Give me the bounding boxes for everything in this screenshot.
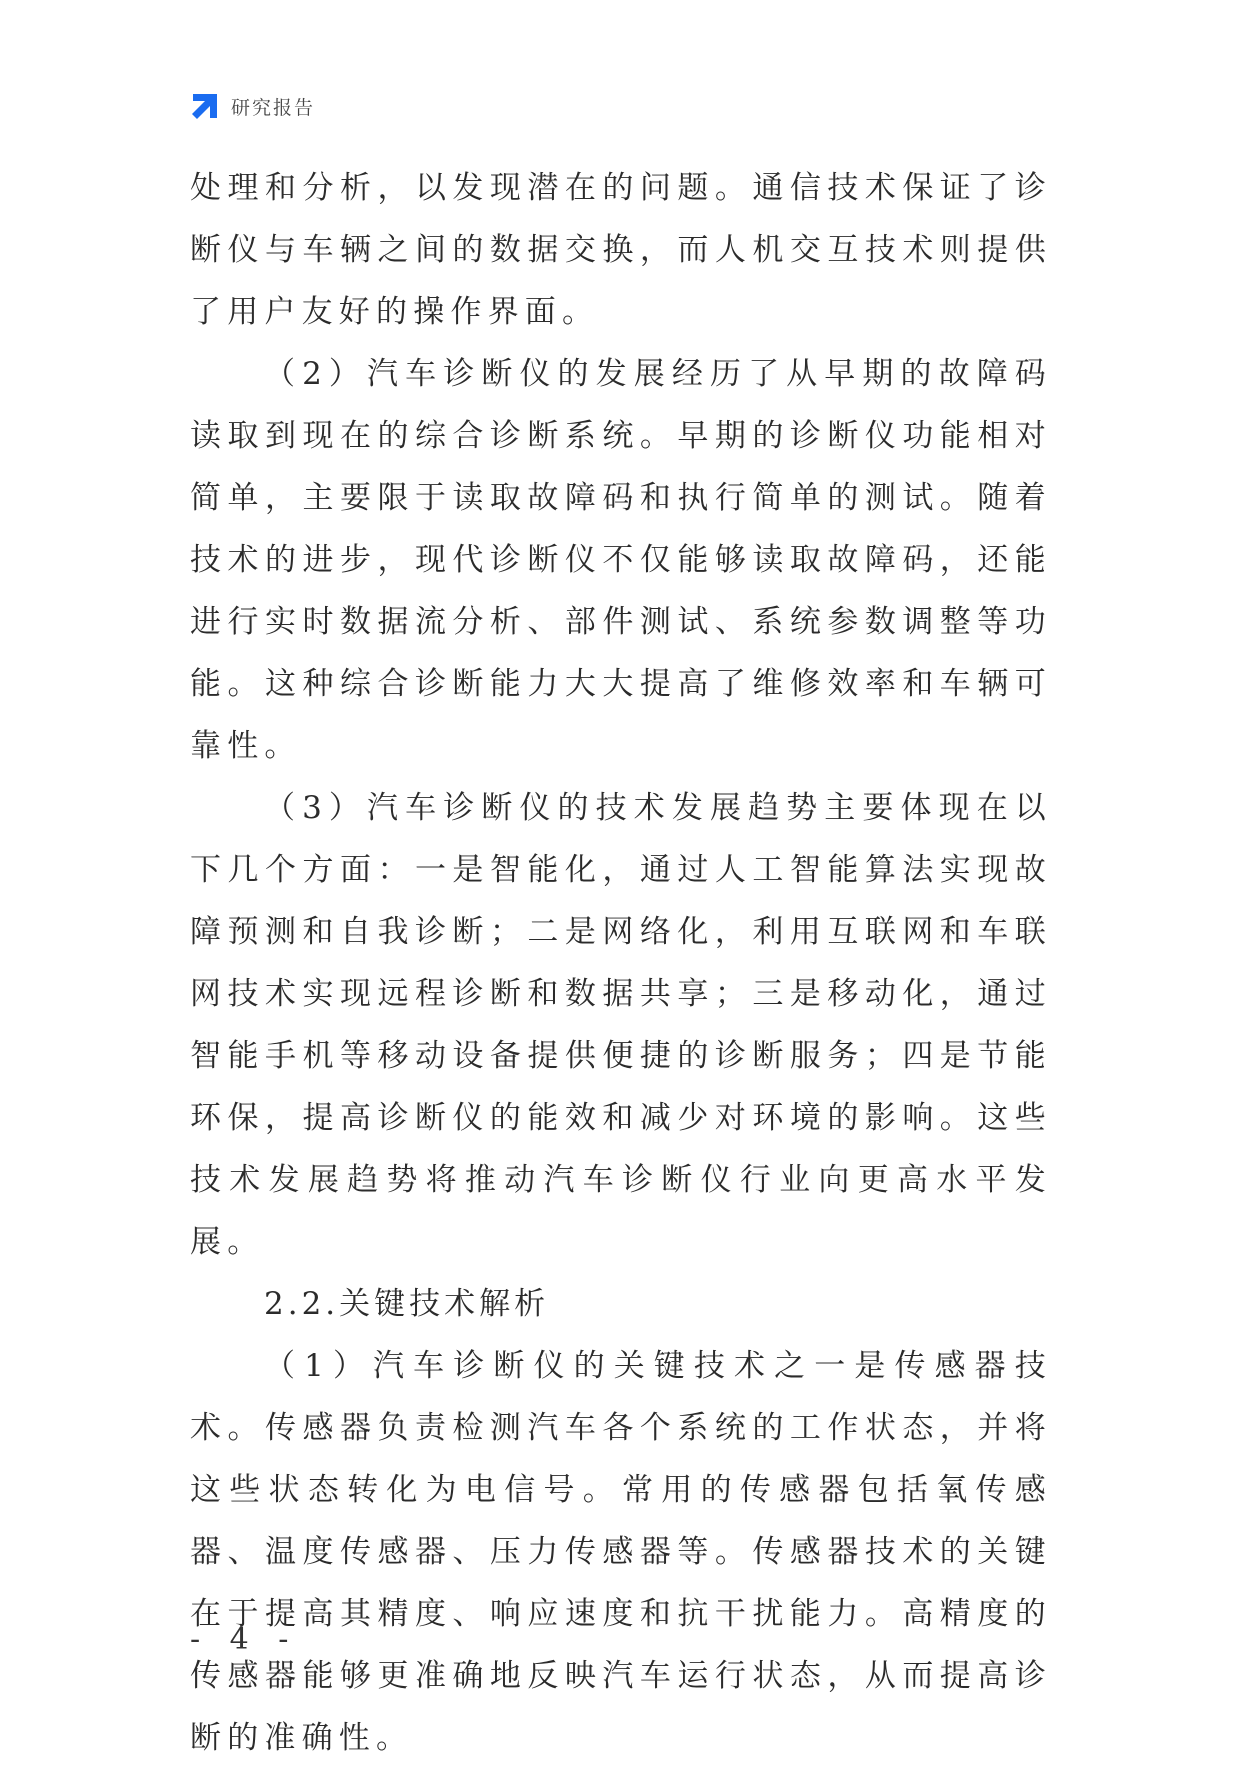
- document-body: [190, 157, 1052, 1769]
- body-paragraph-continued: 处理和分析，以发现潜在的问题。通信技术保证了诊断仪与车辆之间的数据交换，而人机交互技术则提供了用户友好的操作界面。: [190, 170, 1052, 330]
- arrow-up-right-icon: [189, 90, 221, 122]
- section-heading: 2.2.关键技术解析: [264, 1286, 550, 1322]
- body-paragraph-3: （3）汽车诊断仪的技术发展趋势主要体现在以下几个方面：一是智能化，通过人工智能算法实现故障预测和自我诊断；二是网络化，利用互联网和车联网技术实现远程诊断和数据共享；三是移动化，通过智能手机等移动设备提供便捷的诊断服务；四是节能环保，提高诊断仪的能效和减少对环境的影响。这些技术发展趋势将推动汽车诊断仪行业向更高水平发展。: [190, 790, 1052, 1260]
- page-number: - 4 -: [190, 1622, 299, 1657]
- body-paragraph-2: （2）汽车诊断仪的发展经历了从早期的故障码读取到现在的综合诊断系统。早期的诊断仪功能相对简单，主要限于读取故障码和执行简单的测试。随着技术的进步，现代诊断仪不仅能够读取故障码，还能进行实时数据流分析、部件测试、系统参数调整等功能。这种综合诊断能力大大提高了维修效率和车辆可靠性。: [190, 356, 1052, 764]
- header-title: 研究报告: [231, 96, 316, 119]
- page-header: [189, 88, 315, 124]
- section-paragraph-1: （1）汽车诊断仪的关键技术之一是传感器技术。传感器负责检测汽车各个系统的工作状态，并将这些状态转化为电信号。常用的传感器包括氧传感器、温度传感器、压力传感器等。传感器技术的关键在于提高其精度、响应速度和抗干扰能力。高精度的传感器能够更准确地反映汽车运行状态，从而提高诊断的准确性。: [190, 1348, 1052, 1756]
